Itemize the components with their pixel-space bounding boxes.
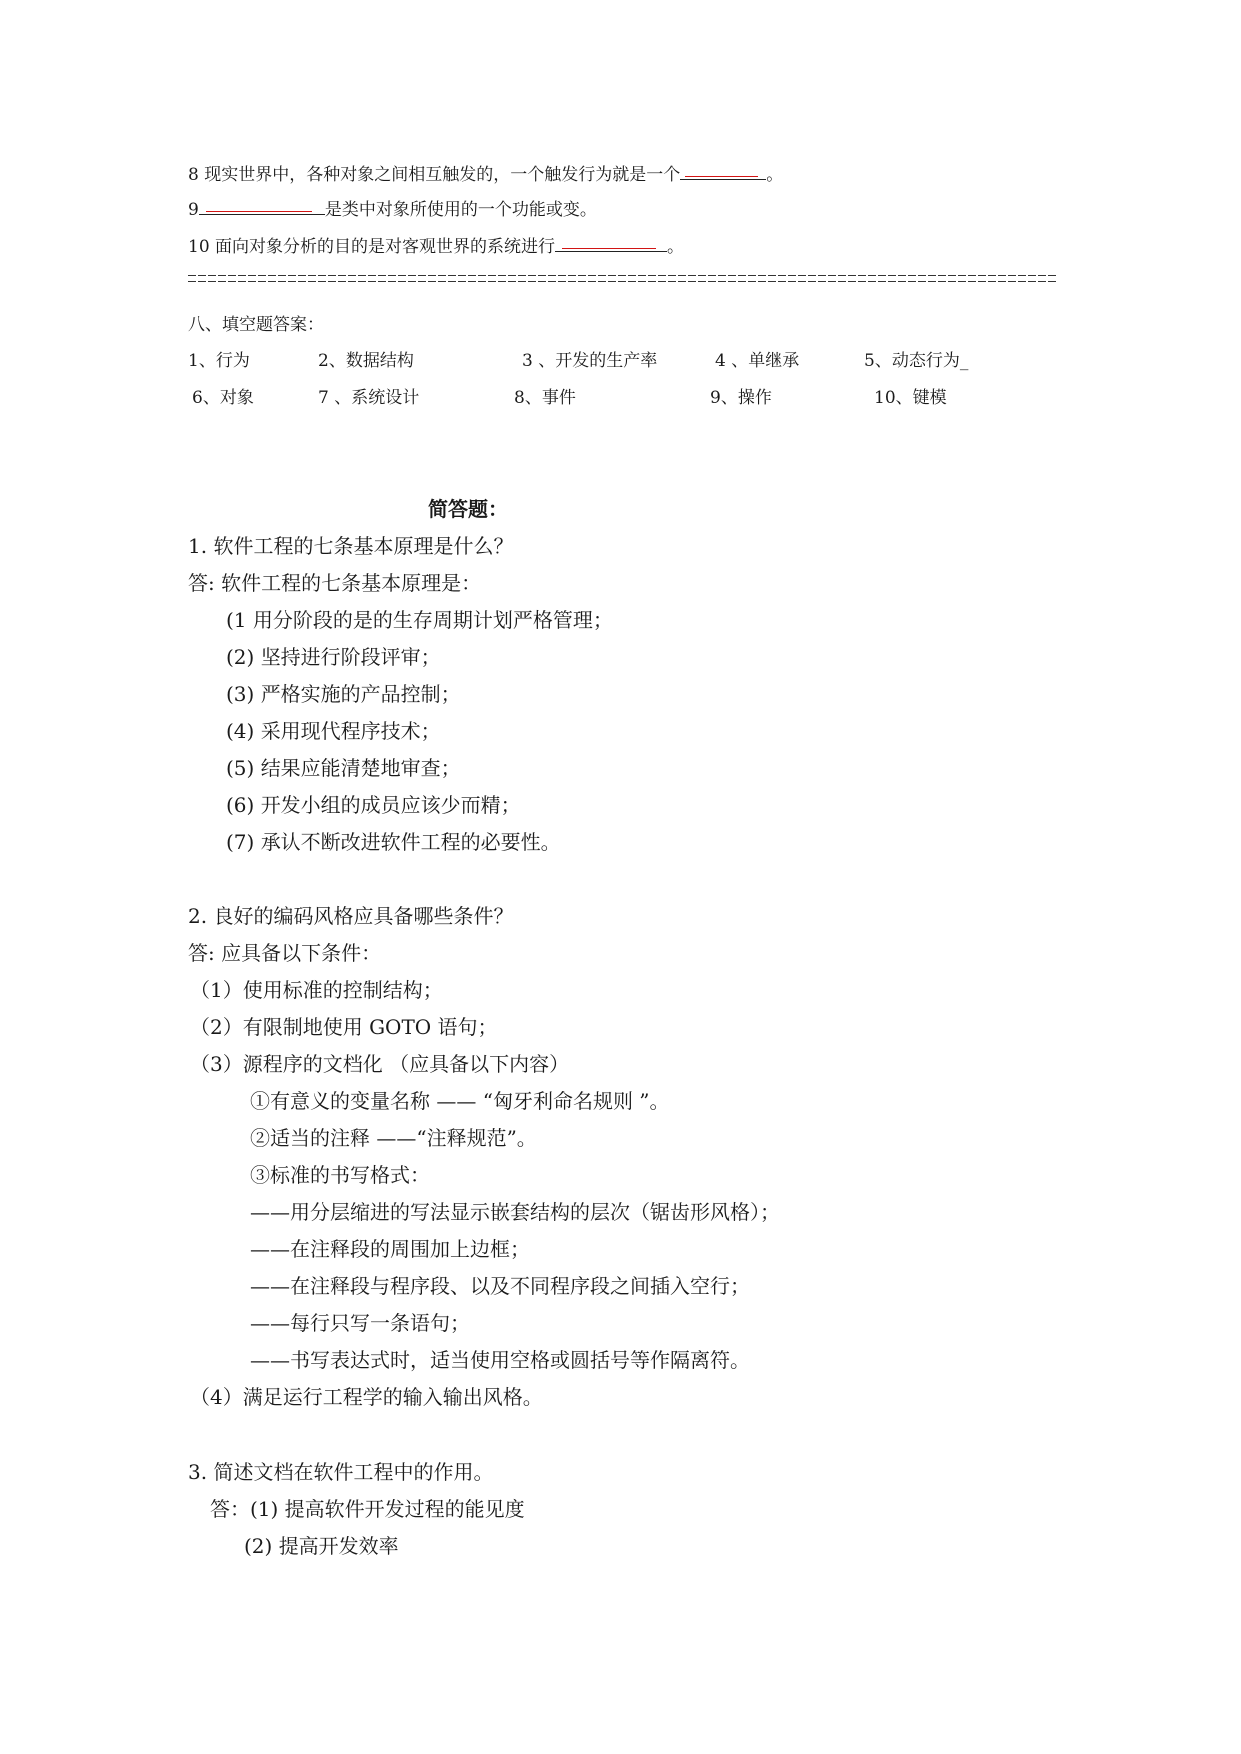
answer-blank xyxy=(555,233,667,252)
question-text-end: 。 xyxy=(766,165,784,185)
question-3: 3. 简述文档在软件工程中的作用。 xyxy=(188,1460,494,1484)
answer-1-item: (7) 承认不断改进软件工程的必要性。 xyxy=(226,830,561,854)
question-text-end: 是类中对象所使用的一个功能或变。 xyxy=(324,200,597,220)
answer-item: 10、键模 xyxy=(874,388,947,408)
fill-question-9 xyxy=(188,195,597,220)
question-text: 9 xyxy=(188,200,199,220)
answer-item: 4 、单继承 xyxy=(715,351,800,371)
answer-item: 6、对象 xyxy=(192,388,254,408)
answer-3-intro: 答：(1) 提高软件开发过程的能见度 xyxy=(210,1497,525,1521)
answer-1-item: (4) 采用现代程序技术； xyxy=(226,719,441,743)
question-2: 2. 良好的编码风格应具备哪些条件？ xyxy=(188,904,514,928)
answer-1-item: (2) 坚持进行阶段评审； xyxy=(226,645,441,669)
answer-item: 8、事件 xyxy=(514,388,576,408)
answer-3-item: (2) 提高开发效率 xyxy=(244,1534,399,1558)
section-heading: 简答题： xyxy=(428,497,508,521)
question-text: 10 面向对象分析的目的是对客观世界的系统进行 xyxy=(188,237,556,257)
answer-2-subitem: ——每行只写一条语句； xyxy=(250,1311,470,1335)
answer-1-item: (6) 开发小组的成员应该少而精； xyxy=(226,793,521,817)
answer-2-item: （1）使用标准的控制结构； xyxy=(190,978,443,1002)
question-text: 8 现实世界中，各种对象之间相互触发的，一个触发行为就是一个 xyxy=(188,165,681,185)
answer-2-subitem: ——在注释段与程序段、以及不同程序段之间插入空行； xyxy=(250,1274,750,1298)
answer-2-subitem: ——在注释段的周围加上边框； xyxy=(250,1237,530,1261)
answer-1-item: (3) 严格实施的产品控制； xyxy=(226,682,461,706)
answer-item: 1、行为 xyxy=(188,351,250,371)
answer-2-item: （2）有限制地使用 GOTO 语句； xyxy=(190,1015,498,1039)
answer-2-subitem: ②适当的注释 ——“注释规范”。 xyxy=(250,1126,537,1150)
fill-question-10 xyxy=(188,232,684,257)
section-divider xyxy=(188,272,1056,288)
answer-2-item: （4）满足运行工程学的输入输出风格。 xyxy=(190,1385,543,1409)
answer-item: 9、操作 xyxy=(710,388,772,408)
answer-item: 3 、开发的生产率 xyxy=(522,351,658,371)
answers-title: 八、填空题答案： xyxy=(188,315,324,335)
answer-2-intro: 答: 应具备以下条件： xyxy=(188,941,382,965)
answer-item: 5、动态行为_ xyxy=(864,351,969,371)
answer-blank xyxy=(680,161,766,180)
answer-2-subitem: ——书写表达式时，适当使用空格或圆括号等作隔离符。 xyxy=(250,1348,750,1372)
answer-2-subitem: ——用分层缩进的写法显示嵌套结构的层次（锯齿形风格）； xyxy=(250,1200,780,1224)
answer-1-intro: 答: 软件工程的七条基本原理是： xyxy=(188,571,482,595)
answer-item: 2、数据结构 xyxy=(318,351,414,371)
answer-blank xyxy=(199,196,325,215)
question-1: 1. 软件工程的七条基本原理是什么？ xyxy=(188,534,514,558)
answer-item: 7 、系统设计 xyxy=(318,388,420,408)
answer-1-item: (1 用分阶段的是的生存周期计划严格管理； xyxy=(226,608,613,632)
answer-2-item: （3）源程序的文档化 （应具备以下内容） xyxy=(190,1052,570,1076)
answer-1-item: (5) 结果应能清楚地审查； xyxy=(226,756,461,780)
question-text-end: 。 xyxy=(667,237,685,257)
fill-question-8 xyxy=(188,160,783,185)
answer-2-subitem: ①有意义的变量名称 —— “匈牙利命名规则 ”。 xyxy=(250,1089,670,1113)
answer-2-subitem: ③标准的书写格式： xyxy=(250,1163,430,1187)
